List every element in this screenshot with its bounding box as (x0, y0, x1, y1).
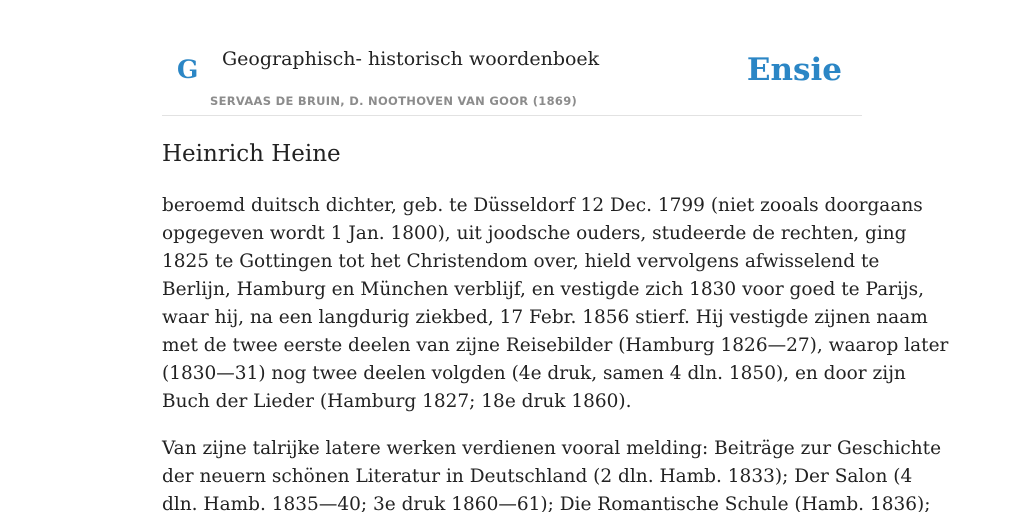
book-title[interactable]: Geographisch- historisch woordenboek (222, 48, 600, 70)
book-letter-logo: G (177, 55, 199, 84)
book-authors: SERVAAS DE BRUIN, D. NOOTHOVEN VAN GOOR (1869) (210, 94, 578, 108)
ensie-logo-link[interactable]: Ensie (746, 52, 842, 88)
book-header (162, 32, 862, 116)
text-line: Buch der Lieder (Hamburg 1827; 18e druk 1860). (162, 391, 632, 412)
text-line: opgegeven wordt 1 Jan. 1800), uit joodsche ouders, studeerde de rechten, ging (162, 223, 907, 244)
text-line: waar hij, na een langdurig ziekbed, 17 Febr. 1856 stierf. Hij vestigde zijnen naam (162, 307, 928, 328)
text-line: der neuern schönen Literatur in Deutschland (2 dln. Hamb. 1833); Der Salon (4 (162, 466, 913, 487)
text-line: Van zijne talrijke latere werken verdienen vooral melding: Beiträge zur Geschichte (162, 438, 942, 459)
text-line: met de twee eerste deelen van zijne Reisebilder (Hamburg 1826—27), waarop later (162, 335, 949, 356)
entry-title: Heinrich Heine (162, 141, 341, 167)
entry-paragraph (162, 435, 942, 512)
text-line: beroemd duitsch dichter, geb. te Düsseldorf 12 Dec. 1799 (niet zooals doorgaans (162, 195, 923, 216)
text-line: Berlijn, Hamburg en München verblijf, en vestigde zich 1830 voor goed te Parijs, (162, 279, 924, 300)
entry-body (162, 192, 949, 512)
text-line: dln. Hamb. 1835—40; 3e druk 1860—61); Die Romantische Schule (Hamb. 1836); (162, 494, 931, 512)
text-line: 1825 te Gottingen tot het Christendom over, hield vervolgens afwisselend te (162, 251, 880, 272)
text-line: (1830—31) nog twee deelen volgden (4e druk, samen 4 dln. 1850), en door zijn (162, 363, 906, 384)
entry-paragraph (162, 192, 949, 416)
